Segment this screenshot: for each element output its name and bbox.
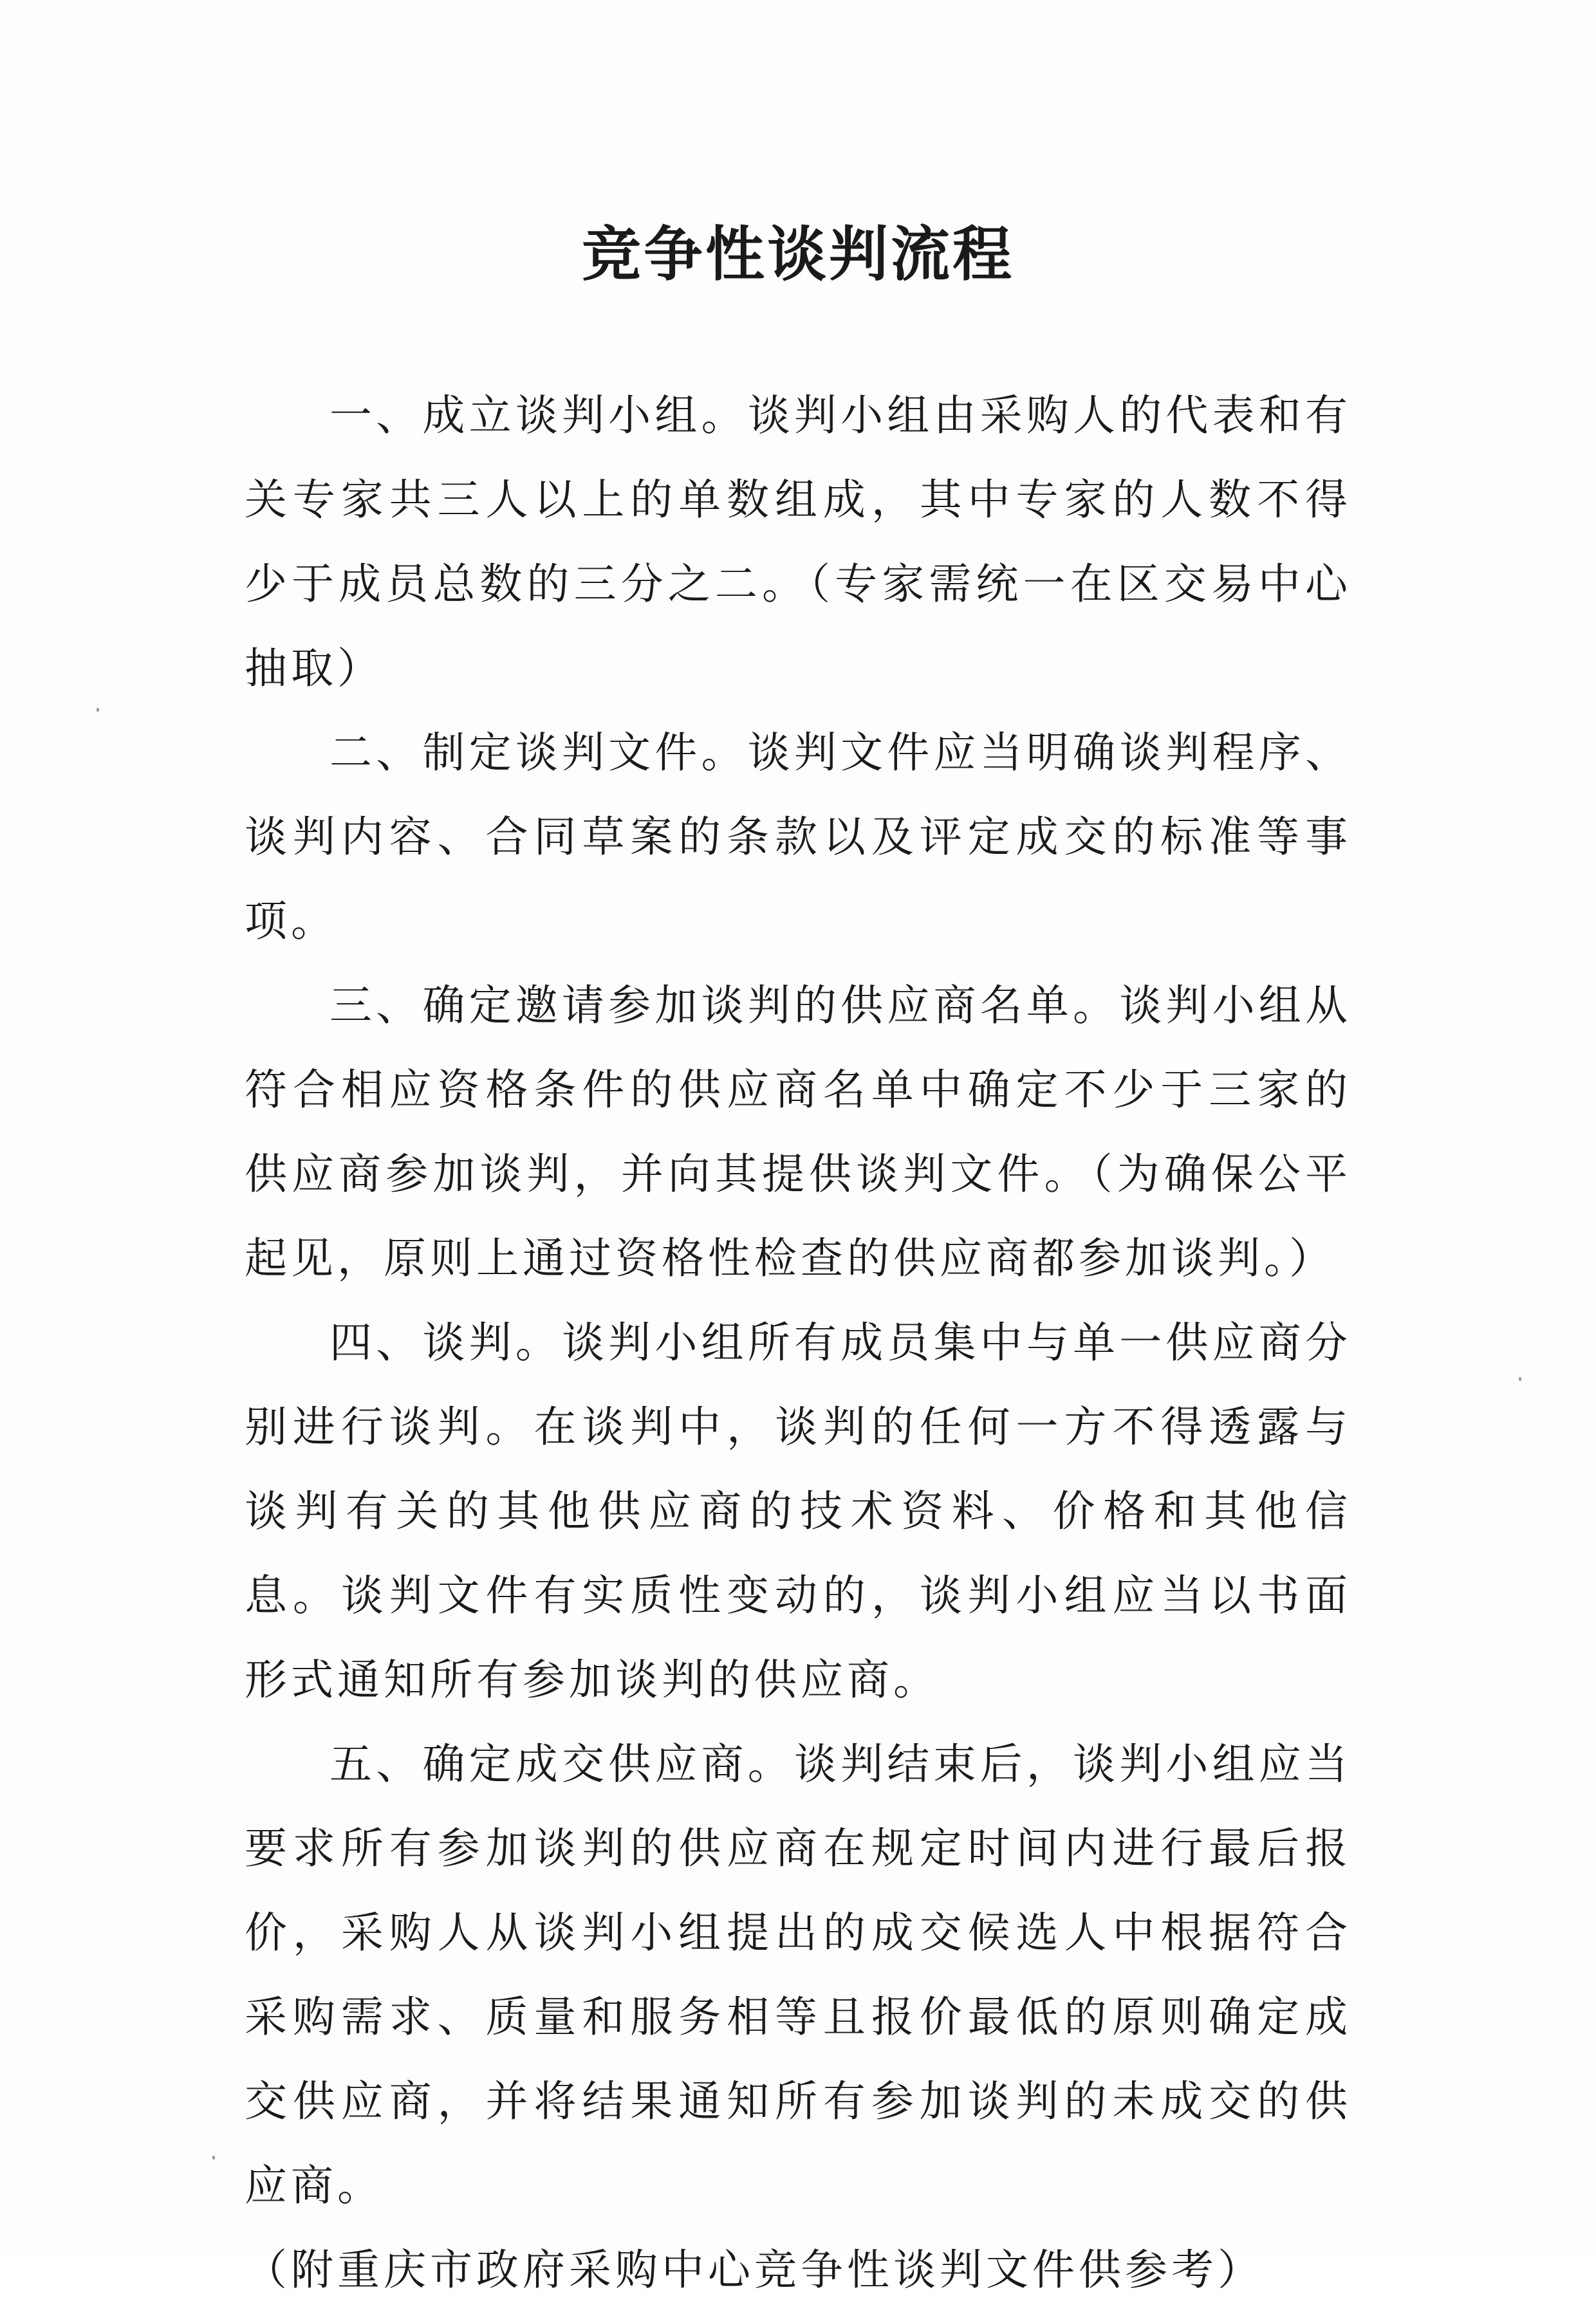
paragraph-3-supplier-list: 三、确定邀请参加谈判的供应商名单。谈判小组从符合相应资格条件的供应商名单中确定不少于三家的供应商参加谈判，并向其提供谈判文件。（为确保公平起见，原则上通过资格性检查的供应商都参加谈判。） bbox=[245, 981, 1351, 1283]
paragraph-4-negotiation: 四、谈判。谈判小组所有成员集中与单一供应商分别进行谈判。在谈判中，谈判的任何一方不得透露与谈判有关的其他供应商的技术资料、价格和其他信息。谈判文件有实质性变动的，谈判小组应当以书面形式通知所有参加谈判的供应商。 bbox=[245, 1318, 1351, 1705]
document-title: 竞争性谈判流程 bbox=[581, 219, 1014, 289]
paragraph-5-select-supplier: 五、确定成交供应商。谈判结束后，谈判小组应当要求所有参加谈判的供应商在规定时间内进行最后报价，采购人从谈判小组提出的成交候选人中根据符合采购需求、质量和服务相等且报价最低的原则确定成交供应商，并将结果通知所有参加谈判的未成交的供应商。 bbox=[245, 1739, 1351, 2210]
scan-speck bbox=[212, 2156, 215, 2159]
document-body bbox=[245, 373, 1351, 2312]
paragraph-2-prepare-documents: 二、制定谈判文件。谈判文件应当明确谈判程序、谈判内容、合同草案的条款以及评定成交的标准等事项。 bbox=[245, 728, 1351, 946]
scan-speck bbox=[97, 708, 99, 712]
paragraph-1-form-team: 一、成立谈判小组。谈判小组由采购人的代表和有关专家共三人以上的单数组成，其中专家的人数不得少于成员总数的三分之二。（专家需统一在区交易中心抽取） bbox=[245, 391, 1351, 693]
scan-speck bbox=[1519, 1377, 1521, 1381]
attachment-note: （附重庆市政府采购中心竞争性谈判文件供参考） bbox=[245, 2245, 1264, 2295]
